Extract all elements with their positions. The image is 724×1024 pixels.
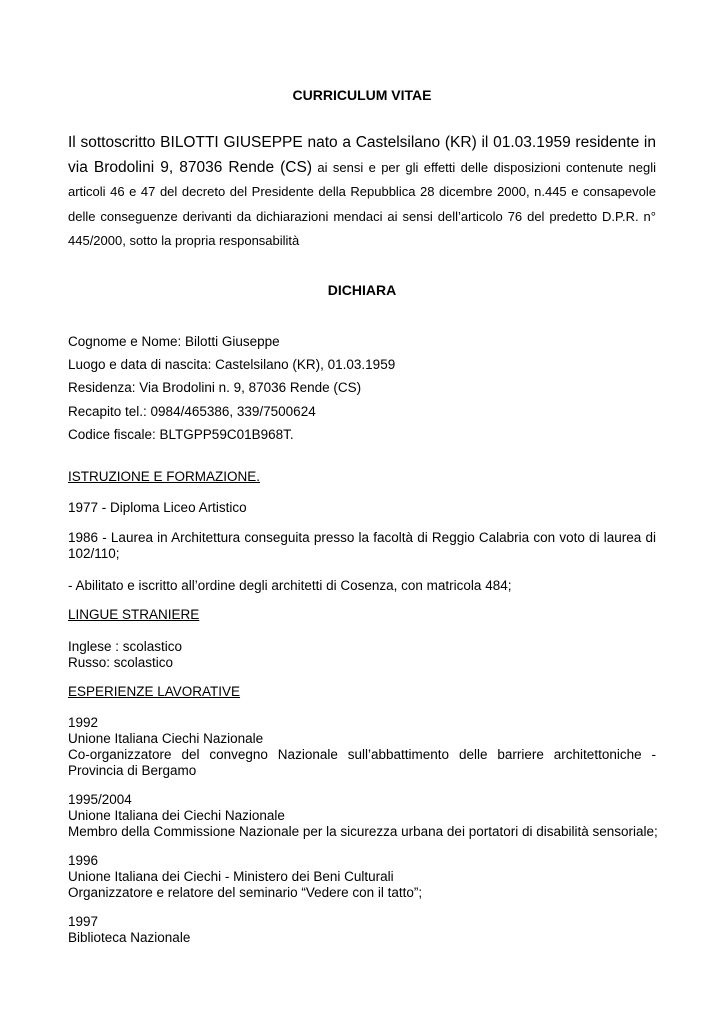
experience-role: Membro della Commissione Nazionale per la sicurezza urbana dei portatori di disabilità sensoriale; xyxy=(68,824,658,839)
experience-entry xyxy=(68,853,656,901)
personal-info xyxy=(68,330,656,446)
languages-heading: LINGUE STRANIERE xyxy=(68,607,200,622)
personal-name: Cognome e Nome: Bilotti Giuseppe xyxy=(68,334,280,349)
personal-tax-code: Codice fiscale: BLTGPP59C01B968T. xyxy=(68,426,294,442)
experience-year: 1996 xyxy=(68,853,99,868)
experience-org: Biblioteca Nazionale xyxy=(68,930,191,945)
intro-paragraph xyxy=(68,131,656,254)
document-title: CURRICULUM VITAE xyxy=(292,87,432,103)
experience-year: 1995/2004 xyxy=(68,792,132,807)
experience-heading: ESPERIENZE LAVORATIVE xyxy=(68,684,241,699)
experience-entry xyxy=(68,715,656,779)
personal-residence: Residenza: Via Brodolini n. 9, 87036 Rende (CS) xyxy=(68,380,362,396)
education-item: 1986 - Laurea in Architettura conseguita presso la facoltà di Reggio Calabria con voto di laurea di 102/110; xyxy=(68,530,656,561)
intro-lead-text: Il sottoscritto BILOTTI GIUSEPPE nato a Castelsilano (KR) il 01.03.1959 residente in via Brodolini 9, 87036 Rende (CS) xyxy=(68,134,656,176)
language-russian: Russo: scolastico xyxy=(68,655,174,670)
education-heading: ISTRUZIONE E FORMAZIONE. xyxy=(68,469,261,484)
language-english: Inglese : scolastico xyxy=(68,639,183,654)
personal-birth: Luogo e data di nascita: Castelsilano (KR), 01.03.1959 xyxy=(68,357,396,373)
experience-year: 1992 xyxy=(68,715,99,730)
declaration-title: DICHIARA xyxy=(327,282,397,298)
experience-org: Unione Italiana dei Ciechi Nazionale xyxy=(68,808,285,823)
experience-org: Unione Italiana Ciechi Nazionale xyxy=(68,731,264,746)
experience-entry xyxy=(68,792,656,840)
education-item: - Abilitato e iscritto all’ordine degli architetti di Cosenza, con matricola 484; xyxy=(68,578,512,593)
experience-year: 1997 xyxy=(68,914,99,929)
personal-phone: Recapito tel.: 0984/465386, 339/7500624 xyxy=(68,403,316,419)
experience-role: Organizzatore e relatore del seminario “Vedere con il tatto”; xyxy=(68,885,423,900)
experience-role: Co-organizzatore del convegno Nazionale sull’abbattimento delle barriere architettoniche - Provincia di Bergamo xyxy=(68,747,656,778)
experience-entry xyxy=(68,914,656,946)
intro-body-text: ai sensi e per gli effetti delle disposizioni contenute negli articoli 46 e 47 del decreto del Presidente della Repubblica 28 dicembre 2000, n.445 e consapevole delle conseguenze derivanti da dichiarazioni mendaci ai sensi dell’articolo 76 del predetto D.P.R. n° 445/2000, sotto la propria responsabilità xyxy=(68,159,656,248)
experience-org: Unione Italiana dei Ciechi - Ministero dei Beni Culturali xyxy=(68,869,394,884)
education-item: 1977 - Diploma Liceo Artistico xyxy=(68,500,247,515)
